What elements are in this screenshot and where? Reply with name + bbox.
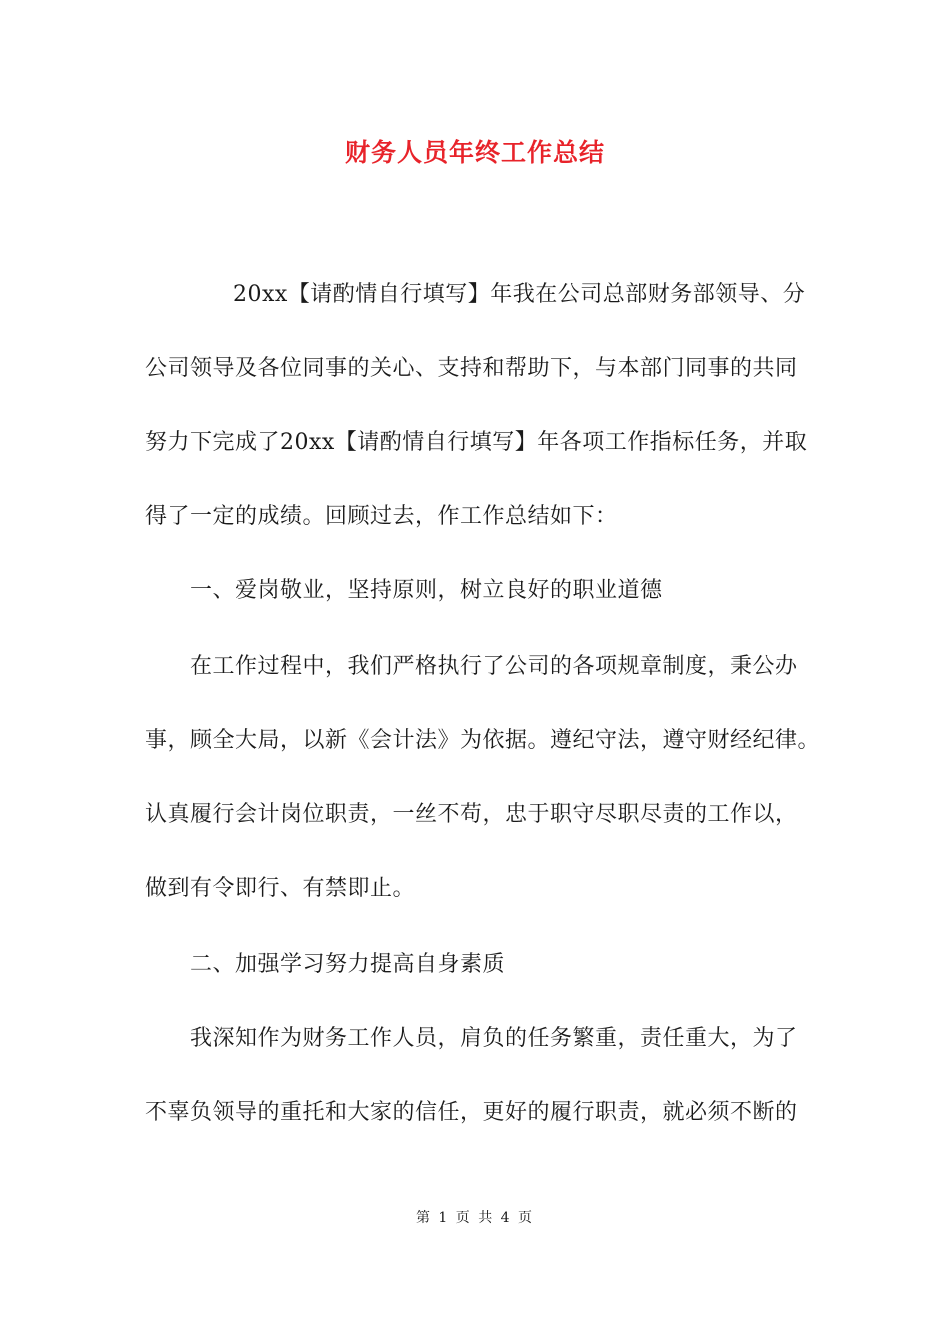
text-line-7: 事，顾全大局，以新《会计法》为依据。遵纪守法，遵守财经纪律。 bbox=[145, 728, 821, 753]
section-heading-2: 二、加强学习努力提高自身素质 bbox=[190, 952, 506, 977]
text-line-6: 在工作过程中，我们严格执行了公司的各项规章制度，秉公办 bbox=[190, 654, 798, 679]
text-line-11: 我深知作为财务工作人员，肩负的任务繁重，责任重大，为了 bbox=[190, 1026, 798, 1051]
text-line-9: 做到有令即行、有禁即止。 bbox=[145, 876, 416, 901]
text-line-8: 认真履行会计岗位职责，一丝不苟，忠于职守尽职尽责的工作以， bbox=[145, 802, 798, 827]
text-line-4: 得了一定的成绩。回顾过去，作工作总结如下： bbox=[145, 504, 618, 529]
document-title: 财务人员年终工作总结 bbox=[344, 138, 605, 167]
text-line-1: 20xx【请酌情自行填写】年我在公司总部财务部领导、分 bbox=[233, 282, 806, 307]
section-heading-1: 一、爱岗敬业，坚持原则，树立良好的职业道德 bbox=[190, 578, 663, 603]
text-line-3: 努力下完成了20xx【请酌情自行填写】年各项工作指标任务，并取 bbox=[145, 430, 808, 455]
text-line-12: 不辜负领导的重托和大家的信任，更好的履行职责，就必须不断的 bbox=[145, 1100, 798, 1125]
text-line-2: 公司领导及各位同事的关心、支持和帮助下，与本部门同事的共同 bbox=[145, 356, 798, 381]
page-number-footer: 第 1 页 共 4 页 bbox=[415, 1210, 535, 1226]
